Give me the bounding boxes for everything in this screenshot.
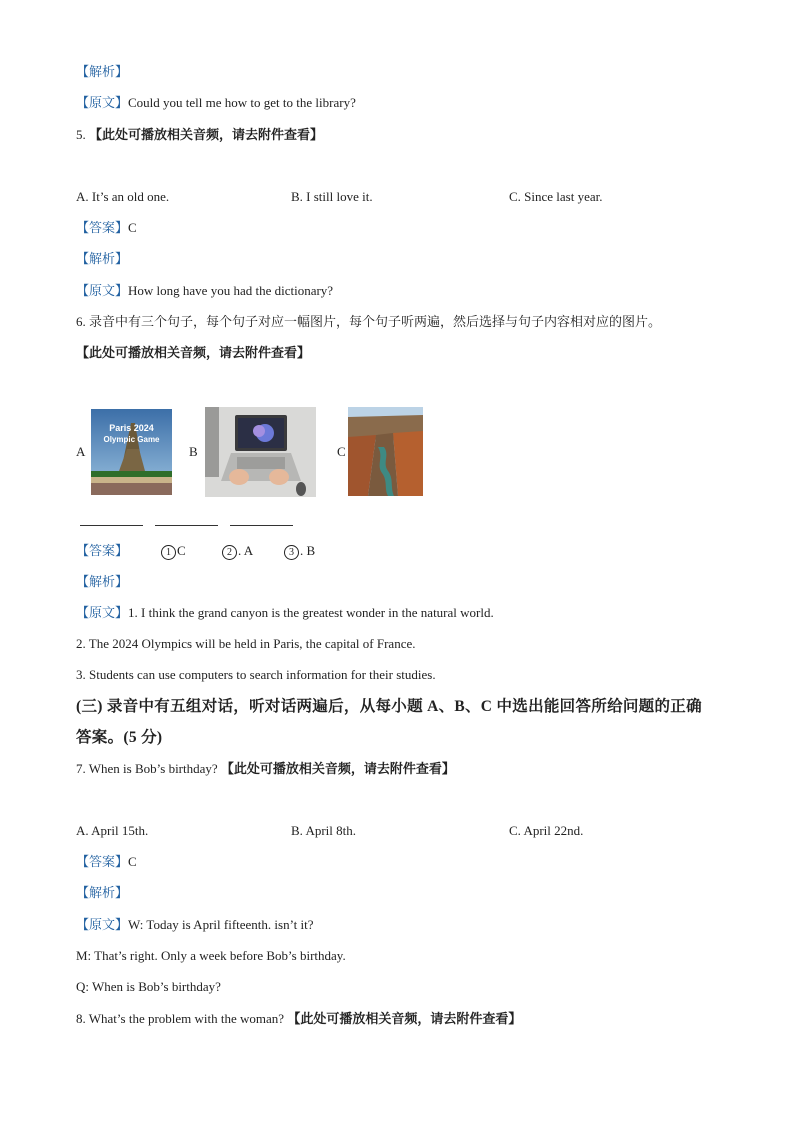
q6-original-text-1: 1. I think the grand canyon is the greatest wonder in the natural world. (128, 605, 494, 620)
q5-analysis-tag: 【解析】 (76, 251, 129, 266)
paris-title-line2: Olympic Game (103, 435, 160, 444)
q6-answer-line (76, 542, 128, 560)
original-text: Could you tell me how to get to the library? (128, 95, 356, 110)
q6-original-line-3: 3. Students can use computers to search information for their studies. (76, 667, 436, 682)
q6-answer-3-value: . B (300, 543, 316, 558)
picture-label-c: C (337, 444, 346, 459)
q6-original-line-2: 2. The 2024 Olympics will be held in Paris, the capital of France. (76, 636, 416, 651)
q6-answer-2 (222, 542, 253, 560)
picture-label-b: B (189, 444, 198, 459)
q6-original-tag: 【原文】 (76, 605, 129, 620)
q5-option-c: C. Since last year. (509, 189, 603, 204)
q7-analysis-tag: 【解析】 (76, 885, 129, 900)
q7-option-c: C. April 22nd. (509, 823, 584, 838)
question-8-line (76, 1010, 521, 1028)
q5-original-text: How long have you had the dictionary? (128, 283, 334, 298)
q7-option-b: B. April 8th. (291, 823, 357, 838)
audio-note: 【此处可播放相关音频，请去附件查看】 (89, 127, 324, 142)
q7-original-tag: 【原文】 (76, 917, 129, 932)
section-3-heading-line1: (三) 录音中有五组对话，听对话两遍后，从每小题 A、B、C 中选出能回答所给问题的正确 (76, 698, 702, 715)
question-6-stem: 6. 录音中有三个句子，每个句子对应一幅图片，每个句子听两遍，然后选择与句子内容相对应的图片。 (76, 314, 662, 329)
question-5-line (76, 126, 323, 144)
q6-answer-1-value: C (177, 543, 186, 558)
question-8-stem: 8. What’s the problem with the woman? (76, 1011, 285, 1026)
q8-audio-note: 【此处可播放相关音频，请去附件查看】 (287, 1011, 522, 1026)
answer-blank-1[interactable] (80, 525, 143, 526)
grand-canyon-image (348, 407, 423, 496)
q5-answer-line (76, 219, 137, 237)
original-tag: 【原文】 (76, 95, 129, 110)
q5-option-b: B. I still love it. (291, 189, 373, 204)
q6-answer-3 (284, 542, 315, 560)
analysis-tag: 【解析】 (76, 64, 129, 79)
question-5-number: 5. (76, 127, 86, 142)
q7-answer-line (76, 853, 137, 871)
laptop-image (205, 407, 316, 497)
q5-original-line (76, 282, 333, 300)
q6-original-line-1 (76, 604, 494, 622)
q5-option-a: A. It’s an old one. (76, 189, 170, 204)
circled-number-1: 1 (161, 545, 176, 560)
answer-tag: 【答案】 (76, 220, 129, 235)
circled-number-2: 2 (222, 545, 237, 560)
q7-answer-tag: 【答案】 (76, 854, 129, 869)
answer-blank-3[interactable] (230, 525, 293, 526)
q6-answer-1 (161, 542, 186, 560)
q7-original-line-1 (76, 916, 314, 934)
question-7-line (76, 760, 455, 778)
q5-answer: C (128, 220, 137, 235)
q7-original-text-1: W: Today is April fifteenth. isn’t it? (128, 917, 314, 932)
q6-answer-2-value: . A (238, 543, 254, 558)
q7-answer: C (128, 854, 137, 869)
q7-original-line-3: Q: When is Bob’s birthday? (76, 979, 221, 994)
q5-original-tag: 【原文】 (76, 283, 129, 298)
picture-label-a: A (76, 444, 86, 459)
q7-original-line-2: M: That’s right. Only a week before Bob’s birthday. (76, 948, 346, 963)
paris-title-line1: Paris 2024 (109, 423, 154, 433)
section-3-heading-line2: 答案。(5 分) (76, 729, 163, 746)
q7-option-a: A. April 15th. (76, 823, 149, 838)
original-text-line (76, 94, 356, 112)
answer-blank-2[interactable] (155, 525, 218, 526)
question-7-stem: 7. When is Bob’s birthday? (76, 761, 218, 776)
q7-audio-note: 【此处可播放相关音频，请去附件查看】 (220, 761, 455, 776)
paris-olympics-image (91, 409, 172, 495)
circled-number-3: 3 (284, 545, 299, 560)
q6-analysis-tag: 【解析】 (76, 574, 129, 589)
q6-answer-tag: 【答案】 (76, 543, 129, 558)
q6-audio-note: 【此处可播放相关音频，请去附件查看】 (76, 345, 311, 360)
